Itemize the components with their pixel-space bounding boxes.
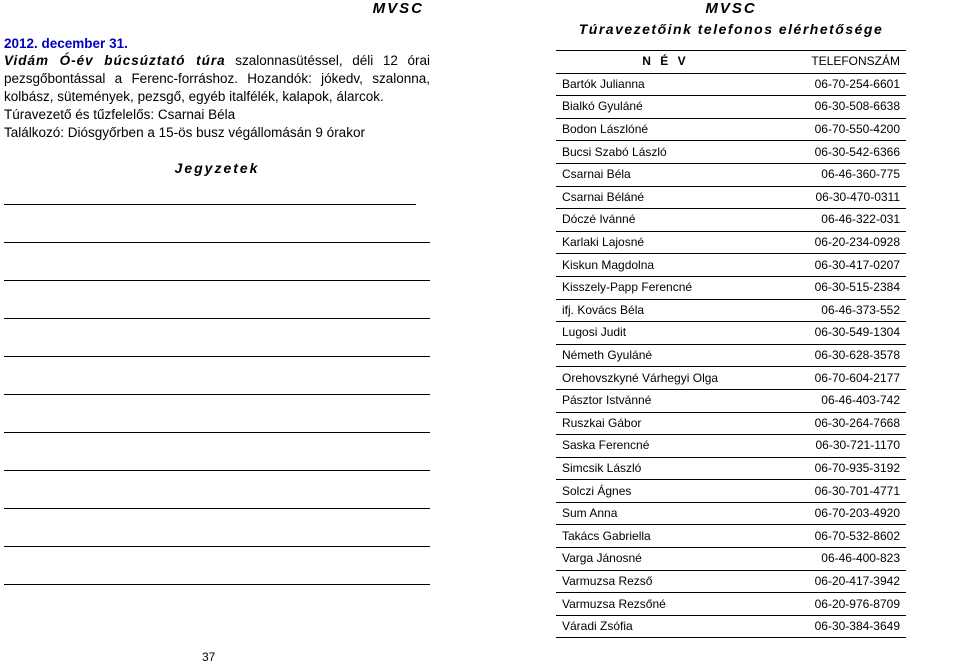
table-row <box>556 73 906 96</box>
note-line <box>4 318 430 319</box>
leader-name: Csarnai Béla <box>556 163 775 186</box>
leader-name: Bartók Julianna <box>556 73 775 96</box>
leader-name: Pásztor Istvánné <box>556 389 775 412</box>
note-line <box>4 432 430 433</box>
table-row <box>556 96 906 119</box>
leader-name: Orehovszkyné Várhegyi Olga <box>556 367 775 390</box>
note-line <box>4 508 430 509</box>
leader-phone: 06-30-549-1304 <box>775 322 906 345</box>
leader-phone: 06-30-384-3649 <box>775 615 906 638</box>
leader-phone: 06-30-542-6366 <box>775 141 906 164</box>
table-row <box>556 186 906 209</box>
leader-phone: 06-20-417-3942 <box>775 570 906 593</box>
table-row <box>556 593 906 616</box>
notes-title: Jegyzetek <box>174 160 260 176</box>
note-line <box>4 546 430 547</box>
table-row <box>556 231 906 254</box>
table-row <box>556 615 906 638</box>
table-row <box>556 299 906 322</box>
leader-phone: 06-30-417-0207 <box>775 254 906 277</box>
leader-phone: 06-46-322-031 <box>775 209 906 232</box>
leader-phone: 06-30-701-4771 <box>775 480 906 503</box>
event-date: 2012. december 31. <box>4 36 128 51</box>
right-header: MVSC <box>705 0 757 17</box>
leader-phone: 06-30-628-3578 <box>775 344 906 367</box>
leader-phone: 06-46-360-775 <box>775 163 906 186</box>
table-row <box>556 209 906 232</box>
table-row <box>556 435 906 458</box>
leader-name: Varmuzsa Rezsőné <box>556 593 775 616</box>
name-column-header: N É V <box>556 51 775 74</box>
note-line <box>4 204 416 205</box>
table-row <box>556 412 906 435</box>
leader-name: Bucsi Szabó László <box>556 141 775 164</box>
leader-name: Ruszkai Gábor <box>556 412 775 435</box>
leader-name: ifj. Kovács Béla <box>556 299 775 322</box>
tour-leader-line: Túravezető és tűzfelelős: Csarnai Béla <box>4 107 236 122</box>
leader-phone: 06-46-373-552 <box>775 299 906 322</box>
note-line <box>4 584 430 585</box>
event-title: Vidám Ó-év búcsúztató túra <box>4 53 226 68</box>
table-row <box>556 254 906 277</box>
leader-name: Karlaki Lajosné <box>556 231 775 254</box>
leader-phone: 06-70-532-8602 <box>775 525 906 548</box>
leader-name: Sum Anna <box>556 502 775 525</box>
leader-name: Solczi Ágnes <box>556 480 775 503</box>
table-row <box>556 389 906 412</box>
leader-phone: 06-20-234-0928 <box>775 231 906 254</box>
leader-name: Varga Jánosné <box>556 548 775 571</box>
leader-phone: 06-30-515-2384 <box>775 276 906 299</box>
table-row <box>556 322 906 345</box>
table-row <box>556 480 906 503</box>
note-line <box>4 242 430 243</box>
event-description: szalonnasütéssel, déli 12 órai pezsgőbontással a Ferenc-forráshoz. Hozandók: jókedv, szalonna, kolbász, sütemények, pezsgő, egyéb italfélék, kalapok, álarcok. <box>4 53 431 104</box>
table-row <box>556 276 906 299</box>
table-row <box>556 570 906 593</box>
table-row <box>556 141 906 164</box>
leader-phone: 06-30-470-0311 <box>775 186 906 209</box>
right-page <box>556 0 906 638</box>
leader-phone: 06-20-976-8709 <box>775 593 906 616</box>
leader-name: Kisszely-Papp Ferencné <box>556 276 775 299</box>
meeting-point-line: Találkozó: Diósgyőrben a 15-ös busz végállomásán 9 órakor <box>4 125 365 140</box>
leader-phone: 06-70-604-2177 <box>775 367 906 390</box>
leader-name: Lugosi Judit <box>556 322 775 345</box>
table-row <box>556 344 906 367</box>
leader-name: Saska Ferencné <box>556 435 775 458</box>
leader-phone: 06-70-203-4920 <box>775 502 906 525</box>
leader-name: Varmuzsa Rezső <box>556 570 775 593</box>
table-row <box>556 525 906 548</box>
table-row <box>556 367 906 390</box>
leader-name: Váradi Zsófia <box>556 615 775 638</box>
leader-name: Németh Gyuláné <box>556 344 775 367</box>
left-header: MVSC <box>372 0 424 17</box>
note-line <box>4 470 430 471</box>
note-line <box>4 356 430 357</box>
table-row <box>556 548 906 571</box>
leader-phone: 06-46-400-823 <box>775 548 906 571</box>
leader-phone: 06-30-264-7668 <box>775 412 906 435</box>
leader-name: Bodon Lászlóné <box>556 118 775 141</box>
table-header-row <box>556 51 906 74</box>
leaders-phone-table <box>556 50 906 638</box>
table-row <box>556 118 906 141</box>
note-line <box>4 394 430 395</box>
table-row <box>556 457 906 480</box>
leader-name: Csarnai Béláné <box>556 186 775 209</box>
page-number: 37 <box>202 650 216 664</box>
leader-phone: 06-46-403-742 <box>775 389 906 412</box>
leader-phone: 06-30-721-1170 <box>775 435 906 458</box>
phone-list-title: Túravezetőink telefonos elérhetősége <box>578 21 884 37</box>
leader-phone: 06-30-508-6638 <box>775 96 906 119</box>
leader-name: Kiskun Magdolna <box>556 254 775 277</box>
leader-name: Simcsik László <box>556 457 775 480</box>
leader-phone: 06-70-550-4200 <box>775 118 906 141</box>
table-row <box>556 163 906 186</box>
leader-phone: 06-70-254-6601 <box>775 73 906 96</box>
leader-name: Takács Gabriella <box>556 525 775 548</box>
leader-name: Bialkó Gyuláné <box>556 96 775 119</box>
leader-phone: 06-70-935-3192 <box>775 457 906 480</box>
phone-column-header: TELEFONSZÁM <box>775 51 906 74</box>
event-description-paragraph <box>4 52 430 106</box>
left-page <box>4 0 430 176</box>
note-line <box>4 280 430 281</box>
table-row <box>556 502 906 525</box>
leader-name: Dóczé Ivánné <box>556 209 775 232</box>
